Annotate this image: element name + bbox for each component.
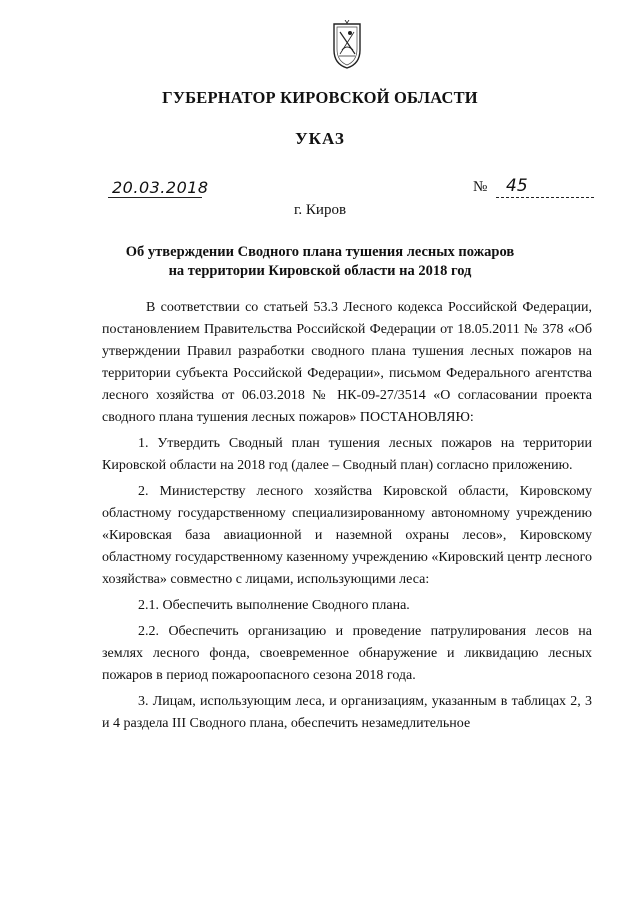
document-number: 45 (506, 176, 528, 196)
city: г. Киров (293, 202, 347, 218)
paragraph-item-2-1: 2.1. Обеспечить выполнение Сводного плана. (138, 598, 410, 613)
document-subject (120, 243, 520, 281)
document-body (102, 297, 592, 739)
preamble-paragraph: В соответствии со статьей 53.3 Лесного кодекса Российской Федерации, постановлением Правительства Российской Федерации от 18.05.2011 № 378 «Об утверждении Правил разработки сводного плана тушения лесных пожаров на территории субъекта Российской Федерации», письмом Федерального агентства лесного хозяйства от 06.03.2018 № НК-09-27/3514 «О согласовании проекта сводного плана тушения лесных пожаров» ПОСТАНОВЛЯЮ: (102, 300, 592, 425)
subject-line-1: Об утверждении Сводного плана тушения лесных пожаров (125, 244, 515, 260)
organization-title: ГУБЕРНАТОР КИРОВСКОЙ ОБЛАСТИ (162, 88, 478, 107)
number-label: № (473, 179, 488, 195)
paragraph-item-2: 2. Министерству лесного хозяйства Кировской области, Кировскому областному государственному специализированному автономному учреждению «Кировская база авиационной и наземной охраны лесов», Кировскому областному государственному казенному учреждению «Кировский центр лесного хозяйства» совместно с лицами, использующими леса: (102, 484, 592, 587)
document-type-title: УКАЗ (295, 129, 345, 148)
date-underline (108, 197, 202, 198)
subject-line-2: на территории Кировской области на 2018 год (168, 263, 472, 279)
number-underline (496, 197, 594, 198)
date-number-row (108, 178, 594, 202)
paragraph-item-1: 1. Утвердить Сводный план тушения лесных пожаров на территории Кировской области на 2018 год (далее – Сводный план) согласно приложению. (102, 436, 592, 473)
paragraph-item-2-2: 2.2. Обеспечить организацию и проведение патрулирования лесов на землях лесного фонда, своевременное обнаружение и ликвидацию лесных пожаров в период пожароопасного сезона 2018 года. (102, 624, 592, 683)
document-date: 20.03.2018 (112, 178, 209, 197)
paragraph-item-3: 3. Лицам, использующим леса, и организациям, указанным в таблицах 2, 3 и 4 раздела III Сводного плана, обеспечить незамедлительное (102, 694, 592, 731)
kirov-region-coat-of-arms-icon (328, 20, 366, 70)
